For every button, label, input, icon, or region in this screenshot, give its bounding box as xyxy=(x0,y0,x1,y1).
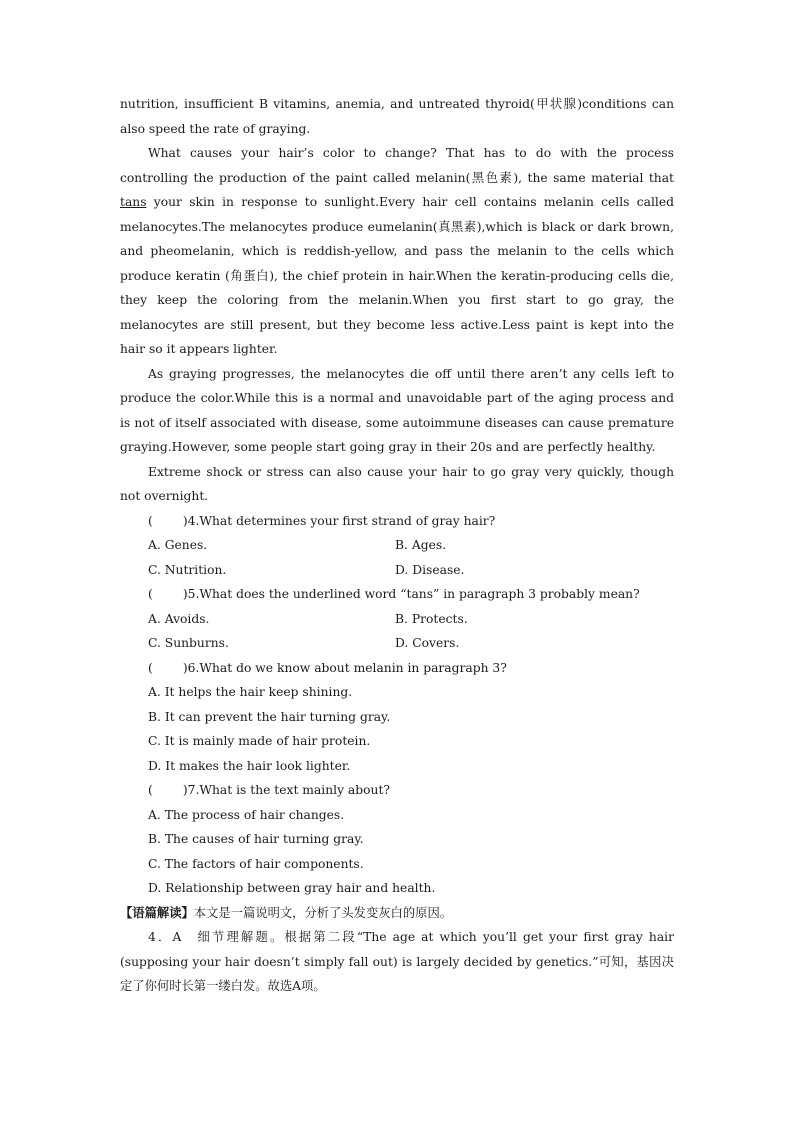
option-c: C. Sunburns. xyxy=(148,636,229,650)
option-c: C. Nutrition. xyxy=(148,562,227,577)
answer-paren-open: ( xyxy=(148,660,153,675)
question-stem xyxy=(120,582,674,607)
answer-paren-open: ( xyxy=(148,587,153,601)
option-b: B. Protects. xyxy=(395,611,468,626)
question-stem xyxy=(120,778,674,803)
passage-paragraph-3: As graying progresses, the melanocytes die off until there aren’t any cells left to produce the color.While this is a normal and unavoidable part of the aging process and is not of itself associated with disease, some autoimmune diseases can cause premature graying.However, some people start going gray in their 20s and are perfectly healthy. xyxy=(120,366,674,454)
answer-4-label: 4．A xyxy=(148,930,182,944)
options-row xyxy=(120,631,674,656)
option-b: B. The causes of hair turning gray. xyxy=(148,832,364,846)
question-4 xyxy=(120,509,674,583)
analysis-title: 【语篇解读】 xyxy=(120,905,194,920)
answer-4-text: 细节理解题。根据第二段“The age at which you’ll get your first gray hair (supposing your hair doesn’t simply fall out) is largely decided by genetics.”可知，基因决定了你何时长第一缕白发。故选A项。 xyxy=(120,930,674,993)
option-d: D. It makes the hair look lighter. xyxy=(148,758,351,773)
question-6 xyxy=(120,656,674,779)
underlined-word-tans: tans xyxy=(120,195,147,209)
answer-paren-close: ) xyxy=(182,513,188,528)
answer-paren-close: ) xyxy=(182,587,188,601)
question-7 xyxy=(120,778,674,901)
paragraph-2-text-after: your skin in response to sunlight.Every hair cell contains melanin cells called melanocytes.The melanocytes produce eumelanin(真黑素),which is black or dark brown, and pheomelanin, which is reddish-yellow, and pass the melanin to the cells which produce keratin (角蛋白), the chief protein in hair.When the keratin-producing cells die, they keep the coloring from the melanin.When you first start to go gray, the melanocytes are still present, but they become less active.Less paint is kept into the hair so it appears lighter. xyxy=(120,195,674,356)
option-a: A. The process of hair changes. xyxy=(148,807,345,822)
document-page xyxy=(120,92,674,999)
option-b: B. Ages. xyxy=(395,538,447,552)
analysis-body: 本文是一篇说明文，分析了头发变灰白的原因。 xyxy=(193,905,453,920)
answer-paren-open: ( xyxy=(148,513,153,528)
options-row xyxy=(120,607,674,632)
option-b: B. It can prevent the hair turning gray. xyxy=(148,709,391,724)
question-text: 6.What do we know about melanin in paragraph 3? xyxy=(187,660,507,675)
passage-paragraph-4: Extreme shock or stress can also cause your hair to go gray very quickly, though not overnight. xyxy=(120,464,674,503)
answer-paren-close: ) xyxy=(182,783,188,797)
answer-4-explanation xyxy=(120,925,674,999)
option-a: A. Avoids. xyxy=(148,611,210,626)
options-row xyxy=(120,558,674,583)
option-c: C. The factors of hair components. xyxy=(148,856,364,871)
answer-paren-close: ) xyxy=(182,660,188,675)
passage-paragraph-2 xyxy=(120,141,674,362)
question-stem xyxy=(120,656,674,681)
question-text: 5.What does the underlined word “tans” in paragraph 3 probably mean? xyxy=(187,587,640,601)
question-text: 7.What is the text mainly about? xyxy=(187,783,390,797)
option-a: A. Genes. xyxy=(148,538,208,552)
option-d: D. Disease. xyxy=(395,562,465,577)
question-5 xyxy=(120,582,674,656)
question-stem xyxy=(120,509,674,534)
option-d: D. Relationship between gray hair and health. xyxy=(148,881,436,895)
option-a: A. It helps the hair keep shining. xyxy=(148,685,353,699)
option-c: C. It is mainly made of hair protein. xyxy=(148,734,371,748)
option-d: D. Covers. xyxy=(395,636,460,650)
answer-paren-open: ( xyxy=(148,783,153,797)
discourse-analysis xyxy=(120,901,674,926)
options-row xyxy=(120,533,674,558)
passage-paragraph-1-continued: nutrition, insufficient B vitamins, anemia, and untreated thyroid(甲状腺)conditions can also speed the rate of graying. xyxy=(120,97,674,136)
question-text: 4.What determines your first strand of gray hair? xyxy=(187,513,496,528)
paragraph-2-text-before: What causes your hair’s color to change? That has to do with the process controlling the production of the paint called melanin(黑色素), the same material that xyxy=(120,146,674,185)
